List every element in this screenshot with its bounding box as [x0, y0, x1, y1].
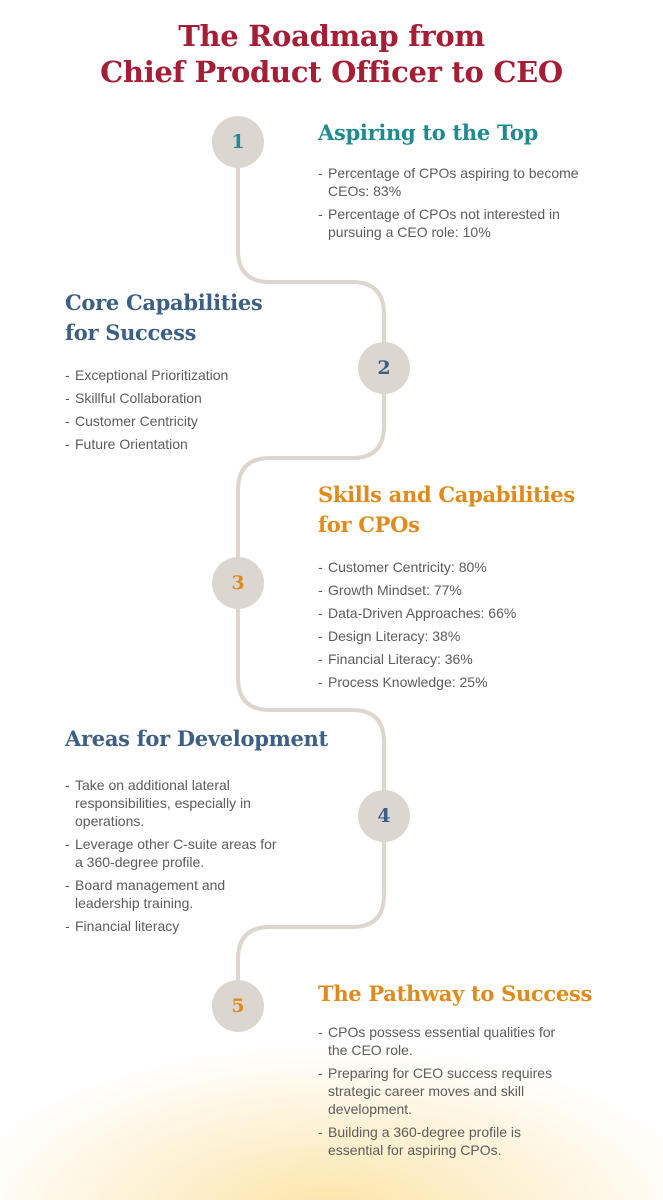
- list-item: - Financial Literacy: 36%: [318, 650, 578, 668]
- step-4-heading: [65, 724, 345, 754]
- list-item: - Board management and leadership training.: [65, 876, 285, 912]
- step-2-heading-line-2: for Success: [65, 320, 197, 345]
- list-item: - Customer Centricity: [65, 412, 285, 430]
- step-2-section: [65, 288, 305, 458]
- step-5-node: [212, 980, 264, 1032]
- step-4-node: [358, 790, 410, 842]
- step-3-heading-line-2: for CPOs: [318, 512, 420, 537]
- step-5-heading: [318, 979, 618, 1009]
- step-3-heading: [318, 480, 618, 540]
- step-1-heading-line: Aspiring to the Top: [318, 120, 538, 145]
- list-item: - Customer Centricity: 80%: [318, 558, 578, 576]
- list-item: - Future Orientation: [65, 435, 285, 453]
- step-2-heading: [65, 288, 305, 348]
- step-4-list: [65, 776, 285, 935]
- step-5-number: 5: [231, 995, 245, 1017]
- list-item: - Process Knowledge: 25%: [318, 673, 578, 691]
- step-1-node: [212, 116, 264, 168]
- list-item: - Percentage of CPOs aspiring to become CEOs: 83%: [318, 164, 583, 200]
- list-item: - Leverage other C-suite areas for a 360-degree profile.: [65, 835, 285, 871]
- step-2-node: [358, 342, 410, 394]
- step-4-section: [65, 724, 345, 940]
- list-item: - Percentage of CPOs not interested in pursuing a CEO role: 10%: [318, 205, 583, 241]
- step-4-number: 4: [377, 805, 391, 827]
- list-item: - Data-Driven Approaches: 66%: [318, 604, 578, 622]
- title-line-2: Chief Product Officer to CEO: [100, 55, 563, 89]
- list-item: - CPOs possess essential qualities for the CEO role.: [318, 1023, 568, 1059]
- step-3-node: [212, 557, 264, 609]
- step-3-list: [318, 558, 578, 691]
- list-item: - Financial literacy: [65, 917, 285, 935]
- step-3-heading-line-1: Skills and Capabilities: [318, 482, 575, 507]
- step-5-section: [318, 979, 618, 1164]
- step-1-list: [318, 164, 583, 241]
- step-3-section: [318, 480, 618, 696]
- list-item: - Exceptional Prioritization: [65, 366, 285, 384]
- list-item: - Growth Mindset: 77%: [318, 581, 578, 599]
- step-1-heading: [318, 118, 598, 148]
- list-item: - Design Literacy: 38%: [318, 627, 578, 645]
- list-item: - Building a 360-degree profile is essential for aspiring CPOs.: [318, 1123, 568, 1159]
- list-item: - Take on additional lateral responsibilities, especially in operations.: [65, 776, 285, 830]
- step-5-list: [318, 1023, 568, 1159]
- step-1-section: [318, 118, 598, 246]
- title-line-1: The Roadmap from: [178, 19, 485, 53]
- list-item: - Preparing for CEO success requires strategic career moves and skill development.: [318, 1064, 568, 1118]
- step-2-list: [65, 366, 285, 453]
- step-1-number: 1: [231, 131, 245, 153]
- step-5-heading-line: The Pathway to Success: [318, 981, 592, 1006]
- step-3-number: 3: [231, 572, 245, 594]
- step-2-heading-line-1: Core Capabilities: [65, 290, 263, 315]
- list-item: - Skillful Collaboration: [65, 389, 285, 407]
- step-4-heading-line: Areas for Development: [65, 726, 328, 751]
- step-2-number: 2: [377, 357, 391, 379]
